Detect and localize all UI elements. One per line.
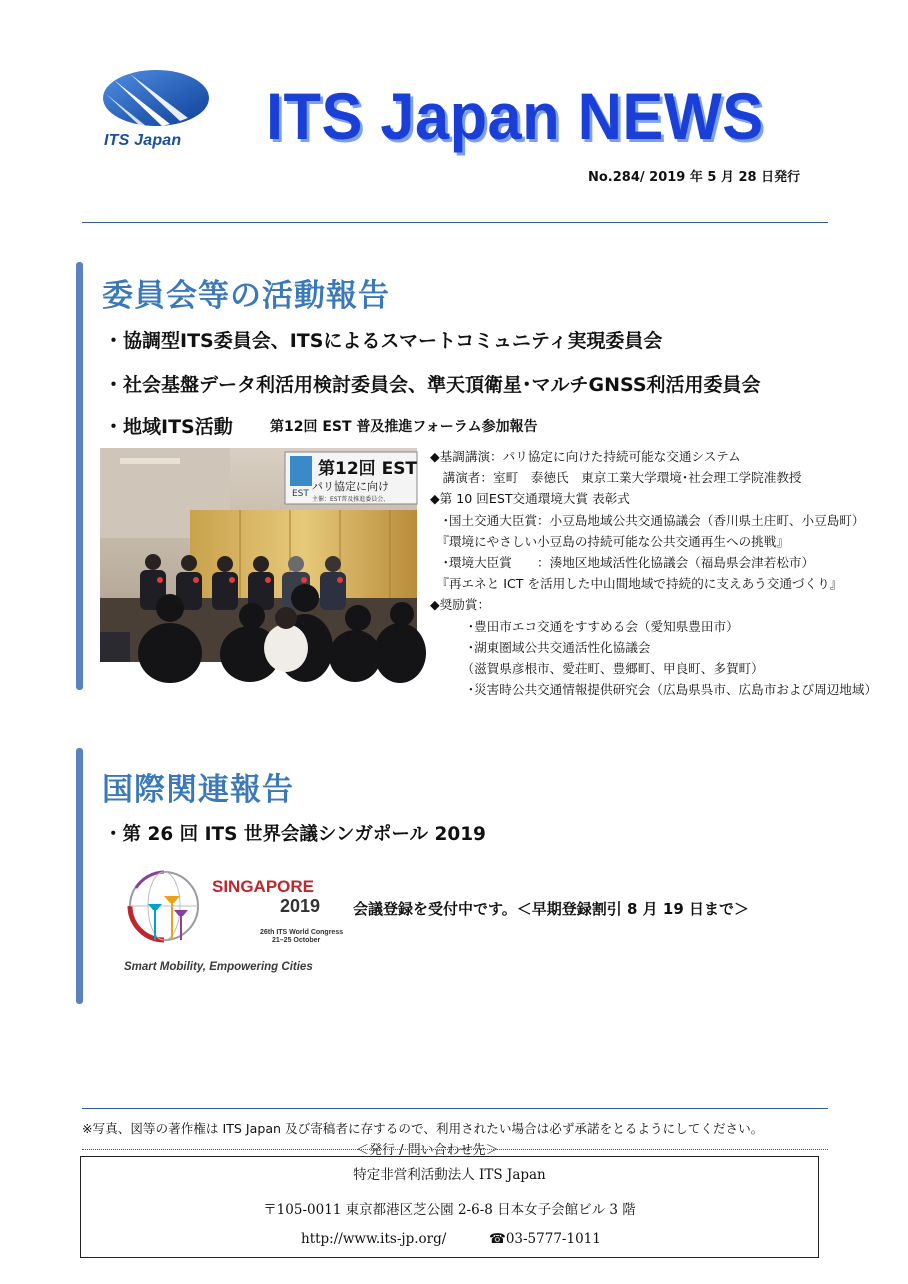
detail-line: （滋賀県彦根市、愛荘町、豊郷町、甲良町、多賀町）: [430, 661, 764, 677]
dotted-divider: [82, 1149, 828, 1150]
bullet-item: ・第 26 回 ITS 世界会議シンガポール 2019: [104, 824, 486, 845]
organization-name: 特定非営利活動法人 ITS Japan: [353, 1167, 546, 1183]
photo-sign-host: 主催：EST普及推進委員会、: [312, 496, 390, 503]
section1-bar: [76, 262, 83, 690]
bullet-item: ・協調型ITS委員会、ITSによるスマートコミュニティ実現委員会: [104, 330, 663, 352]
detail-line: ◆第 10 回EST交通環境大賞 表彰式: [430, 491, 630, 507]
forum-photo: [100, 448, 417, 662]
detail-line: 『環境にやさしい小豆島の持続可能な公共交通再生への挑戦』: [430, 533, 789, 549]
bullet-item: ・地域ITS活動: [104, 416, 233, 438]
header-divider: [82, 222, 828, 223]
bullet-subtitle: 第12回 EST 普及推進フォーラム参加報告: [270, 419, 538, 435]
logo-tagline: Smart Mobility, Empowering Cities: [124, 961, 313, 973]
section1-title: 委員会等の活動報告: [102, 278, 390, 314]
registration-notice: 会議登録を受付中です。＜早期登録割引 8 月 19 日まで＞: [353, 900, 750, 918]
logo-congress: 26th ITS World Congress: [260, 929, 344, 936]
logo-text: ITS Japan: [104, 132, 182, 149]
phone-number: ☎03-5777-1011: [489, 1231, 601, 1247]
logo-year: 2019: [280, 896, 321, 916]
bullet-item: ・社会基盤データ利活用検討委員会、準天頂衛星･マルチGNSS利活用委員会: [104, 374, 761, 396]
detail-line: ･湖東圏域公共交通活性化協議会: [430, 639, 651, 655]
photo-sign-est: EST: [292, 489, 309, 499]
issue-number: No.284/ 2019 年 5 月 28 日発行: [588, 170, 801, 185]
section2-title: 国際関連報告: [102, 772, 294, 808]
detail-line: ･環境大臣賞 ：湊地区地域活性化協議会（福島県会津若松市）: [430, 555, 815, 571]
footer-divider: [82, 1108, 828, 1109]
photo-sign-title: 第12回 EST: [318, 459, 418, 479]
copyright-notice: ※写真、図等の著作権は ITS Japan 及び寄稿者に存するので、利用されたい場合は必ず承諾をとるようにしてください。: [82, 1121, 764, 1136]
detail-line: 『再エネと ICT を活用した中山間地域で持続的に支えあう交通づくり』: [430, 576, 843, 592]
detail-line: 講演者：室町 泰徳氏 東京工業大学環境･社会理工学院准教授: [430, 470, 802, 486]
its-singapore-2019-logo-icon: [120, 866, 344, 974]
contact-box: [80, 1156, 819, 1258]
logo-city: SINGAPORE: [212, 877, 315, 896]
detail-line: ･災害時公共交通情報提供研究会（広島県呉市、広島市および周辺地域）: [430, 682, 878, 698]
detail-line: ◆奨励賞：: [430, 597, 491, 613]
section2-bar: [76, 748, 83, 1004]
masthead-title: ITS Japan NEWS: [266, 79, 764, 153]
detail-line: ◆基調講演：パリ協定に向けた持続可能な交通システム: [430, 449, 741, 464]
website-link[interactable]: http://www.its-jp.org/: [301, 1231, 447, 1247]
event-details: [430, 446, 900, 700]
photo-sign-subtitle: パリ協定に向け: [312, 480, 389, 493]
publisher-label: ＜発行 / 問い合わせ先＞: [356, 1143, 499, 1158]
detail-line: ･国土交通大臣賞：小豆島地域公共交通協議会（香川県土庄町、小豆島町）: [430, 512, 865, 528]
organization-address: 〒105-0011 東京都港区芝公園 2-6-8 日本女子会館ビル 3 階: [263, 1202, 636, 1218]
detail-line: ･豊田市エコ交通をすすめる会（愛知県豊田市）: [430, 618, 739, 634]
logo-dates: 21–25 October: [272, 937, 321, 944]
